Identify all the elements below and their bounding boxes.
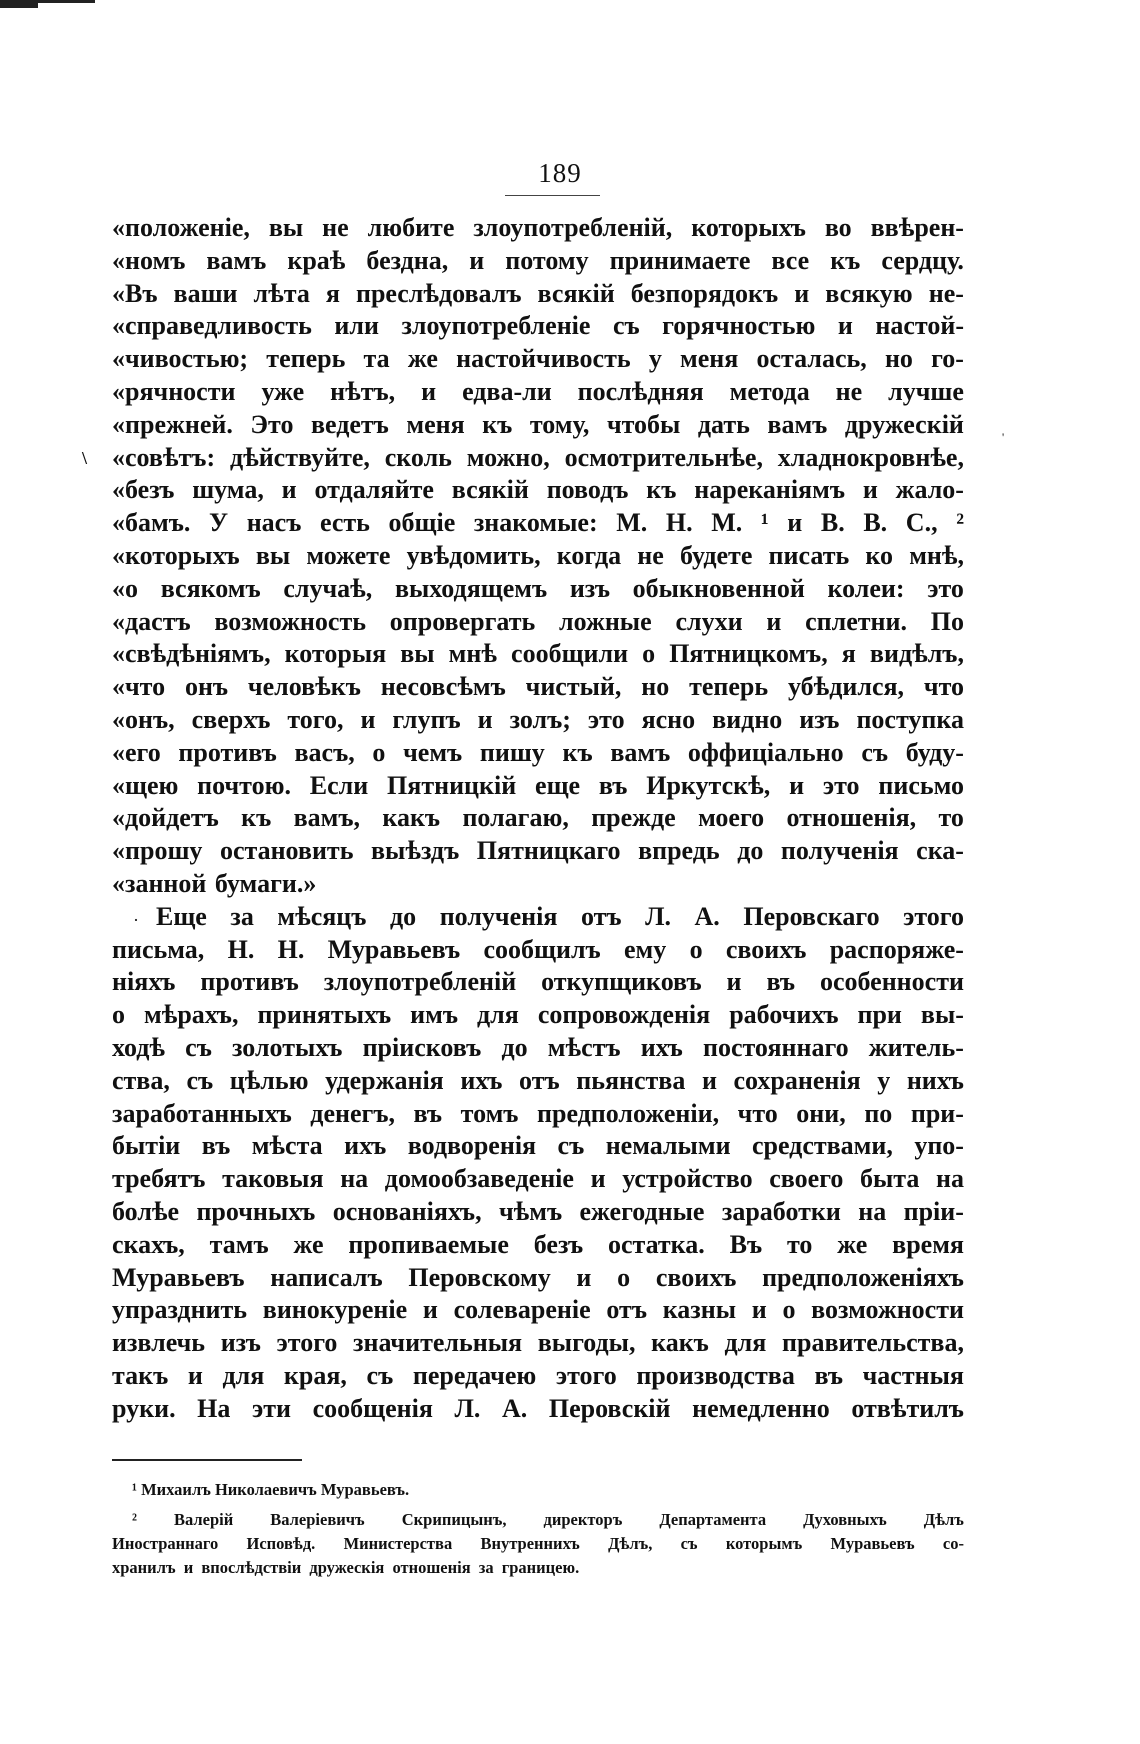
page-number-underline — [505, 195, 600, 196]
margin-mark: \ — [82, 448, 88, 468]
text-line: «занной бумаги.» — [112, 868, 317, 898]
footnote-2-line: Иностраннаго Исповѣд. Министерства Внутреннихъ Дѣлъ, съ которымъ Муравьевъ со- — [112, 1534, 964, 1553]
text-line: «что онъ человѣкъ несовсѣмъ чистый, но теперь убѣдился, что — [112, 672, 964, 702]
text-line: ходѣ съ золотыхъ пріисковъ до мѣстъ ихъ постояннаго житель- — [112, 1032, 964, 1062]
footnotes — [112, 1478, 964, 1580]
page-number: 189 — [538, 158, 582, 188]
text-line: «справедливость или злоупотребленіе съ горячностью и настой- — [112, 311, 964, 341]
text-line: упразднить винокуреніе и солевареніе отъ казны и о возможности — [112, 1295, 964, 1325]
text-line: Муравьевъ написалъ Перовскому и о своихъ предположеніяхъ — [112, 1262, 964, 1292]
text-line: «прошу остановить выѣздъ Пятницкаго впредь до полученія ска- — [112, 836, 964, 866]
text-line: требятъ таковыя на домообзаведеніе и устройство своего быта на — [112, 1164, 964, 1194]
text-line: бытіи въ мѣста ихъ водворенія съ немалыми средствами, упо- — [112, 1131, 964, 1161]
footnote-1: ¹ Михаилъ Николаевичъ Муравьевъ. — [132, 1480, 410, 1499]
footnote-separator — [112, 1459, 302, 1461]
text-line: «о всякомъ случаѣ, выходящемъ изъ обыкновенной колеи: это — [112, 573, 964, 603]
corner-scan-mark — [0, 0, 95, 3]
text-line: извлечь изъ этого значительныя выгоды, какъ для правительства, — [112, 1328, 964, 1358]
text-line: такъ и для края, съ передачею этого производства въ частныя — [112, 1360, 964, 1390]
text-line: «онъ, сверхъ того, и глупъ и золъ; это ясно видно изъ поступка — [112, 704, 964, 734]
body-text — [112, 212, 964, 1425]
margin-tick: ' — [1002, 430, 1005, 444]
text-line: «дастъ возможность опровергать ложные слухи и сплетни. По — [112, 606, 964, 636]
text-line: «рячности уже нѣтъ, и едва-ли послѣдняя метода не лучше — [112, 376, 964, 406]
text-line: письма, Н. Н. Муравьевъ сообщилъ ему о своихъ распоряже- — [112, 934, 964, 964]
text-line: «номъ вамъ краѣ бездна, и потому принимаете все къ сердцу. — [112, 245, 964, 275]
text-line: о мѣрахъ, принятыхъ имъ для сопровожденія рабочихъ при вы- — [112, 1000, 964, 1030]
text-line: «бамъ. У насъ есть общіе знакомые: М. Н. М. ¹ и В. В. С., ² — [112, 508, 964, 538]
text-line: «Въ ваши лѣта я преслѣдовалъ всякій безпорядокъ и всякую не- — [112, 278, 964, 308]
text-line: болѣе прочныхъ основаніяхъ, чѣмъ ежегодные заработки на пріи- — [112, 1196, 964, 1226]
footnote-2-line: хранилъ и впослѣдствіи дружескія отношенія за границею. — [112, 1558, 580, 1577]
text-line: «прежней. Это ведетъ меня къ тому, чтобы дать вамъ дружескій — [112, 409, 964, 439]
text-line: «совѣтъ: дѣйствуйте, сколь можно, осмотрительнѣе, хладнокровнѣе, — [112, 442, 964, 472]
text-line: «свѣдѣніямъ, которыя вы мнѣ сообщили о Пятницкомъ, я видѣлъ, — [112, 639, 964, 669]
paragraph-start-line: Еще за мѣсяцъ до полученія отъ Л. А. Перовскаго этого — [156, 901, 964, 931]
footnote-2-line: ² Валерій Валеріевичъ Скрипицынъ, директоръ Департамента Духовныхъ Дѣлъ — [132, 1510, 964, 1529]
text-line: «его противъ васъ, о чемъ пишу къ вамъ оффиціально съ буду- — [112, 737, 964, 767]
text-line: скахъ, тамъ же пропиваемые безъ остатка. Въ то же время — [112, 1229, 964, 1259]
text-line: заработанныхъ денегъ, въ томъ предположеніи, что они, по при- — [112, 1098, 964, 1128]
text-line: руки. На эти сообщенія Л. А. Перовскій немедленно отвѣтилъ — [112, 1393, 964, 1423]
text-line: «которыхъ вы можете увѣдомить, когда не будете писать ко мнѣ, — [112, 540, 964, 570]
margin-dot: · — [133, 910, 139, 930]
text-line: ніяхъ противъ злоупотребленій откупщиковъ и въ особенности — [112, 967, 964, 997]
text-line: «дойдетъ къ вамъ, какъ полагаю, прежде моего отношенія, то — [112, 803, 964, 833]
text-line: ства, съ цѣлью удержанія ихъ отъ пьянства и сохраненія у нихъ — [112, 1065, 964, 1095]
text-line: «щею почтою. Если Пятницкій еще въ Иркутскѣ, и это письмо — [112, 770, 964, 800]
text-line: «положеніе, вы не любите злоупотребленій, которыхъ во ввѣрен- — [112, 213, 964, 242]
text-line: «чивостью; теперь та же настойчивость у меня осталась, но го- — [112, 344, 964, 374]
text-line: «безъ шума, и отдаляйте всякій поводъ къ нареканіямъ и жало- — [112, 475, 964, 505]
